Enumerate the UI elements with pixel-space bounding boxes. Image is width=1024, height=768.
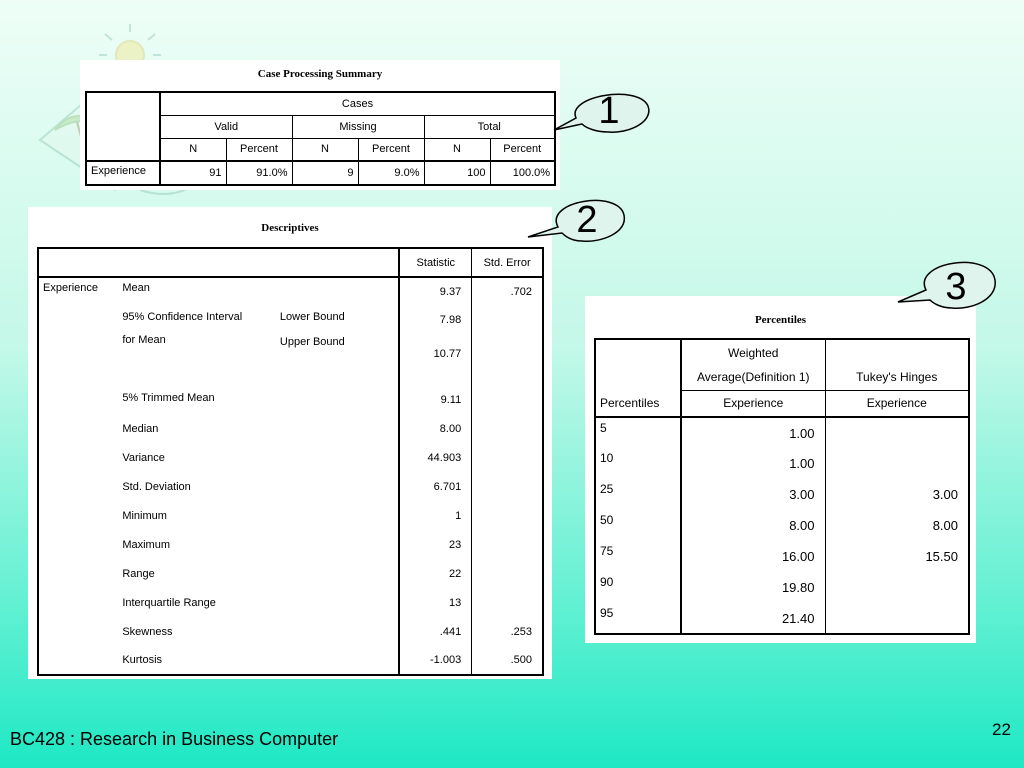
error-value [472, 414, 543, 443]
group-total: Total [424, 115, 555, 138]
stat-value: 44.903 [399, 443, 471, 472]
error-value: .702 [510, 285, 532, 298]
empty-cell [38, 588, 118, 617]
subheader-cell: Percent [358, 138, 424, 161]
error-value [472, 374, 543, 414]
col-weighted-line2: Average(Definition 1) [681, 365, 825, 390]
percentile-label: 90 [595, 572, 681, 603]
empty-cell [825, 339, 969, 365]
stat-label: Interquartile Range [122, 596, 216, 609]
error-value [472, 472, 543, 501]
ci-lower-label: Lower Bound [276, 305, 400, 334]
value-cell: 91 [160, 161, 226, 185]
tukey-value [825, 417, 969, 448]
stat-label-ci: 95% Confidence Interval [122, 311, 243, 323]
stat-label: Variance [122, 451, 165, 464]
tukey-value: 8.00 [932, 518, 958, 533]
empty-cell [38, 617, 118, 646]
percentiles-table [594, 338, 970, 635]
percentile-label: 95 [595, 603, 681, 634]
empty-cell [38, 334, 118, 374]
empty-cell [38, 646, 118, 675]
empty-cell [38, 530, 118, 559]
error-value [472, 559, 543, 588]
case-processing-table [85, 91, 556, 186]
empty-cell [595, 365, 681, 390]
stat-value: 8.00 [399, 414, 471, 443]
descriptives-title: Descriptives [261, 222, 319, 234]
descriptives-panel [28, 207, 552, 679]
weighted-value: 3.00 [681, 479, 825, 510]
stat-label: Std. Deviation [122, 480, 191, 493]
stat-value: 10.77 [399, 334, 471, 374]
stat-label: Kurtosis [122, 654, 163, 666]
callout-2 [524, 193, 628, 245]
empty-cell [38, 501, 118, 530]
variable-label: Experience [43, 282, 99, 294]
empty-cell [276, 443, 400, 472]
stat-label: Range [122, 567, 155, 580]
empty-cell [472, 305, 543, 334]
stat-value: 13 [399, 588, 471, 617]
tukey-value [825, 572, 969, 603]
stat-label: Mean [122, 282, 150, 294]
callout-number: 1 [598, 90, 620, 132]
weighted-value: 19.80 [681, 572, 825, 603]
weighted-value: 1.00 [681, 417, 825, 448]
stat-label: 5% Trimmed Mean [122, 392, 215, 404]
empty-cell [276, 530, 400, 559]
stat-value: .441 [399, 617, 471, 646]
percentile-label: 5 [595, 417, 681, 448]
stat-value: 9.37 [399, 277, 471, 305]
stat-label: Skewness [122, 625, 173, 638]
subheader-cell: Percent [226, 138, 292, 161]
tukey-value: 15.50 [925, 549, 958, 564]
group-missing: Missing [292, 115, 424, 138]
col-tukey: Tukey's Hinges [825, 365, 969, 390]
stat-label: Maximum [122, 538, 170, 551]
percentiles-panel [585, 296, 976, 643]
header-corner [38, 248, 399, 277]
stat-value: 22 [399, 559, 471, 588]
col-var-tukey: Experience [825, 390, 969, 417]
callout-3 [894, 256, 998, 314]
empty-cell [276, 277, 400, 305]
subheader-cell: Percent [490, 138, 555, 161]
ci-upper-label: Upper Bound [276, 334, 400, 374]
empty-cell [472, 334, 543, 374]
subheader-cell: N [424, 138, 490, 161]
empty-cell [276, 472, 400, 501]
empty-cell [38, 443, 118, 472]
value-cell: 9 [292, 161, 358, 185]
error-value [472, 588, 543, 617]
callout-number: 3 [945, 266, 967, 308]
value-cell: 9.0% [358, 161, 424, 185]
error-value [472, 443, 543, 472]
error-value [472, 501, 543, 530]
empty-cell [276, 617, 400, 646]
callout-1 [548, 88, 654, 136]
value-cell: 100.0% [512, 167, 551, 179]
row-label-experience: Experience [86, 161, 160, 185]
col-weighted-line1: Weighted [681, 339, 825, 365]
col-statistic: Statistic [399, 248, 471, 277]
weighted-value: 1.00 [681, 448, 825, 479]
tukey-value: 3.00 [932, 487, 958, 502]
empty-cell [38, 559, 118, 588]
percentiles-title: Percentiles [754, 314, 807, 326]
empty-cell [276, 588, 400, 617]
stat-value: 23 [399, 530, 471, 559]
cases-header: Cases [160, 92, 555, 115]
header-corner [595, 339, 681, 365]
stat-label: Minimum [122, 509, 167, 522]
error-value: .500 [510, 654, 532, 666]
stat-value: 9.11 [399, 374, 471, 414]
empty-cell [38, 414, 118, 443]
subheader-cell: N [160, 138, 226, 161]
error-value: .253 [510, 625, 532, 638]
value-cell: 100 [424, 161, 490, 185]
weighted-value: 16.00 [681, 541, 825, 572]
percentile-label: 10 [595, 448, 681, 479]
empty-cell [276, 501, 400, 530]
descriptives-table [37, 247, 544, 676]
case-processing-title: Case Processing Summary [257, 68, 383, 80]
percentile-label: 50 [595, 510, 681, 541]
case-processing-panel [80, 60, 560, 190]
stat-label-ci-2: for Mean [122, 334, 166, 346]
row-header-percentiles: Percentiles [595, 390, 681, 417]
empty-cell [276, 374, 400, 414]
empty-cell [276, 414, 400, 443]
weighted-value: 8.00 [681, 510, 825, 541]
empty-cell [38, 472, 118, 501]
stat-label: Median [122, 422, 159, 435]
empty-cell [276, 559, 400, 588]
percentile-label: 25 [595, 479, 681, 510]
footer-course-title: BC428 : Research in Business Computer [10, 729, 339, 749]
subheader-cell: N [292, 138, 358, 161]
empty-cell [38, 374, 118, 414]
percentile-label: 75 [595, 541, 681, 572]
tukey-value [825, 603, 969, 634]
header-corner [86, 92, 160, 161]
stat-value: 1 [399, 501, 471, 530]
empty-cell [276, 646, 400, 675]
stat-value: 7.98 [399, 305, 471, 334]
callout-number: 2 [576, 199, 598, 241]
stat-value: 6.701 [399, 472, 471, 501]
stat-value: -1.003 [399, 646, 471, 675]
weighted-value: 21.40 [681, 603, 825, 634]
page-number: 22 [992, 720, 1011, 739]
value-cell: 91.0% [226, 161, 292, 185]
empty-cell [38, 305, 118, 334]
group-valid: Valid [160, 115, 292, 138]
error-value [472, 530, 543, 559]
col-var-weighted: Experience [681, 390, 825, 417]
tukey-value [825, 448, 969, 479]
col-std-error: Std. Error [472, 248, 543, 277]
